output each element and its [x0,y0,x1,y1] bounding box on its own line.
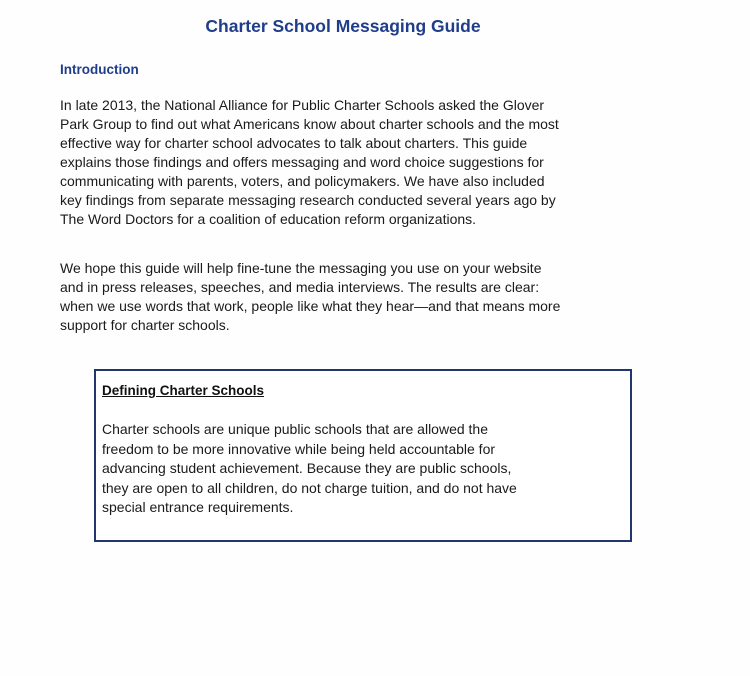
intro-paragraph-1 [60,96,650,229]
callout-body: Charter schools are unique public schools that are allowed the freedom to be more innovative while being held accountable for advancing student achievement. Because they are public schools, they are open to all children, do not charge tuition, and do not have special entrance requirements. [102,421,517,515]
paragraph-text: We hope this guide will help fine-tune the messaging you use on your website and in press releases, speeches, and media interviews. The results are clear: when we use words that work, people like what they hear—and that means more support for charter schools. [60,260,561,333]
intro-paragraph-2 [60,259,650,335]
document-title: Charter School Messaging Guide [205,16,481,36]
definition-callout-box [94,369,632,542]
callout-title: Defining Charter Schools [102,383,265,398]
paragraph-text: In late 2013, the National Alliance for Public Charter Schools asked the Glover Park Group to find out what Americans know about charter schools and the most effective way for charter school advocates to talk about charters. This guide explains those findings and offers messaging and word choice suggestions for communicating with parents, voters, and policymakers. We have also included key findings from separate messaging research conducted several years ago by The Word Doctors for a coalition of education reform organizations. [60,97,559,227]
section-heading-introduction: Introduction [60,62,139,77]
